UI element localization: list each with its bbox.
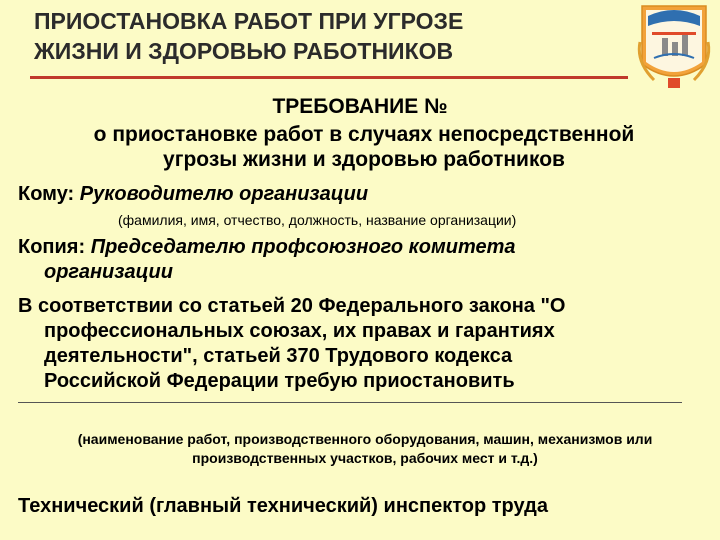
page-title-line-2: ЖИЗНИ И ЗДОРОВЬЮ РАБОТНИКОВ (34, 38, 454, 64)
recipient-line (18, 181, 708, 207)
trade-union-emblem-icon (634, 2, 714, 92)
page-title-line-1: ПРИОСТАНОВКА РАБОТ ПРИ УГРОЗЕ (34, 8, 464, 34)
requirement-text-line-2: профессиональных союзах, их правах и гарантиях (44, 320, 555, 342)
recipient-label: Кому: (18, 183, 75, 205)
document-subtitle-line-1: о приостановке работ в случаях непосредственной (93, 123, 635, 146)
requirement-text (18, 294, 708, 394)
copy-value-line-1: Председателю профсоюзного комитета (90, 236, 516, 258)
recipient-value: Руководителю организации (79, 183, 369, 205)
document-title: ТРЕБОВАНИЕ № (272, 95, 448, 118)
inspector-signature-label: Технический (главный технический) инспектор труда (18, 495, 548, 517)
works-note-line-1: (наименование работ, производственного оборудования, машин, механизмов или (77, 431, 653, 447)
copy-value-line-2: организации (44, 261, 173, 283)
requirement-text-line-4: Российской Федерации требую приостановить (44, 370, 515, 392)
copy-line (18, 235, 708, 285)
requirement-text-line-1: В соответствии со статьей 20 Федерального закона "О (18, 295, 566, 317)
works-note-line-2: производственных участков, рабочих мест и т.д.) (192, 450, 538, 466)
copy-label: Копия: (18, 236, 86, 258)
recipient-note: (фамилия, имя, отчество, должность, название организации) (118, 212, 517, 228)
document-subtitle (44, 122, 684, 172)
header-divider (30, 76, 628, 79)
requirement-text-line-3: деятельности", статьей 370 Трудового кодекса (44, 345, 513, 367)
document-subtitle-line-2: угрозы жизни и здоровью работников (163, 148, 565, 171)
works-note (20, 430, 710, 468)
page-title (34, 6, 614, 66)
fill-in-line (18, 402, 682, 403)
